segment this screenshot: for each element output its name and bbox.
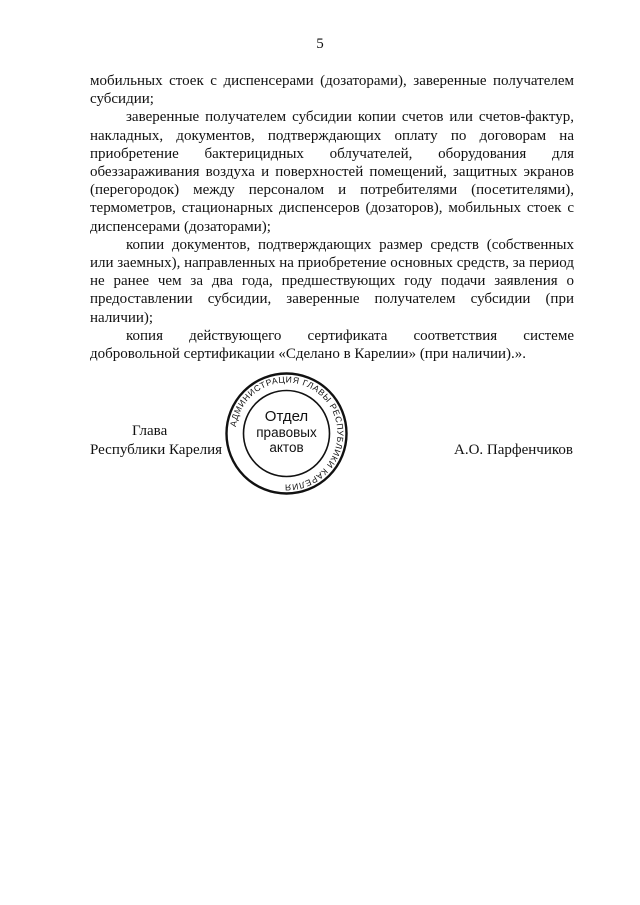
signatory-title-line1: Глава	[132, 423, 168, 439]
document-body	[90, 72, 574, 363]
signatory-name: А.О. Парфенчиков	[454, 442, 573, 458]
seal-line-1: Отдел	[264, 408, 309, 425]
signatory-title	[90, 422, 230, 460]
paragraph-certificate: копия действующего сертификата соответствия системе добровольной сертификации «Сделано в Карелии» (при наличии).».	[90, 327, 574, 363]
seal-ring-text: АДМИНИСТРАЦИЯ ГЛАВЫ РЕСПУБЛИКИ КАРЕЛИЯ	[227, 374, 346, 493]
page-number: 5	[316, 36, 324, 52]
seal-line-3: актов	[269, 440, 304, 455]
official-seal	[224, 371, 349, 496]
paragraph-funds: копии документов, подтверждающих размер средств (собственных или заемных), направленных на приобретение основных средств, за период не ранее чем за два года, предшествующих году подачи заявления о предоставлении субсидии, заверенные получателем субсидии (при наличии);	[90, 236, 574, 326]
paragraph-continuation: мобильных стоек с диспенсерами (дозаторами), заверенные получателем субсидии;	[90, 73, 574, 108]
signatory-title-line2: Республики Карелия	[90, 442, 223, 458]
seal-line-2: правовых	[256, 425, 317, 440]
paragraph-invoices: заверенные получателем субсидии копии счетов или счетов-фактур, накладных, документов, подтверждающих оплату по договорам на приобретение бактерицидных облучателей, оборудования для обеззараживания воздуха и поверхностей помещений, защитных экранов (перегородок) между персоналом и потребителями (посетителями), термометров, стационарных диспенсеров (дозаторов), мобильных стоек с диспенсерами (дозаторами);	[90, 109, 574, 235]
